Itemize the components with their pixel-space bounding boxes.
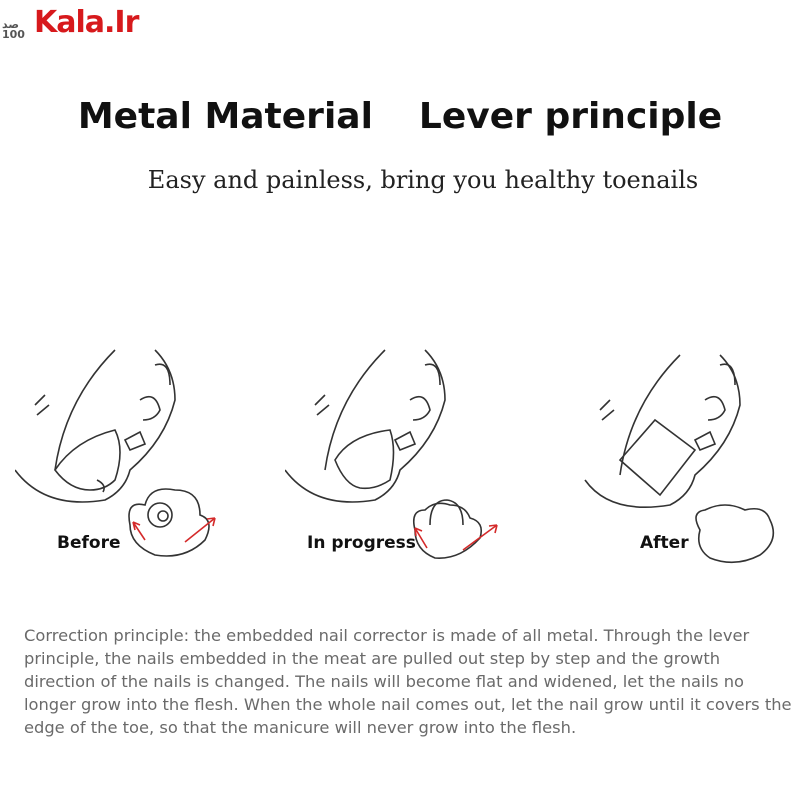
logo (2, 6, 138, 40)
arrow-left-icon (133, 522, 145, 540)
arrow-right-icon (463, 525, 497, 550)
arrow-right-icon (185, 518, 215, 542)
correction-principle-text: Correction principle: the embedded nail corrector is made of all metal. Through the lever principle, the nails embedded in the meat are pulled out step by step and the growth direction of the nails is changed. The nails will become flat and widened, let the nails no longer grow into the flesh. When the whole nail comes out, let the nail grow until it covers the edge of the toe, so that the manicure will never grow into the flesh. (24, 626, 792, 737)
panel-after (560, 340, 800, 580)
title-metal-material: Metal Material (77, 96, 373, 137)
panel-in-progress (285, 340, 545, 580)
logo-text: Kala.Ir (34, 5, 139, 40)
subtitle: Easy and painless, bring you healthy toenails (147, 166, 699, 194)
logo-mark: صد 100 (2, 18, 25, 41)
label-after: After (640, 533, 689, 553)
label-in-progress: In progress (307, 533, 416, 553)
label-before: Before (57, 533, 121, 553)
page-title (0, 96, 800, 137)
arrow-left-icon (415, 528, 427, 548)
title-lever-principle: Lever principle (418, 96, 723, 137)
panel-before (15, 340, 275, 580)
toe-before-illustration (15, 340, 275, 580)
